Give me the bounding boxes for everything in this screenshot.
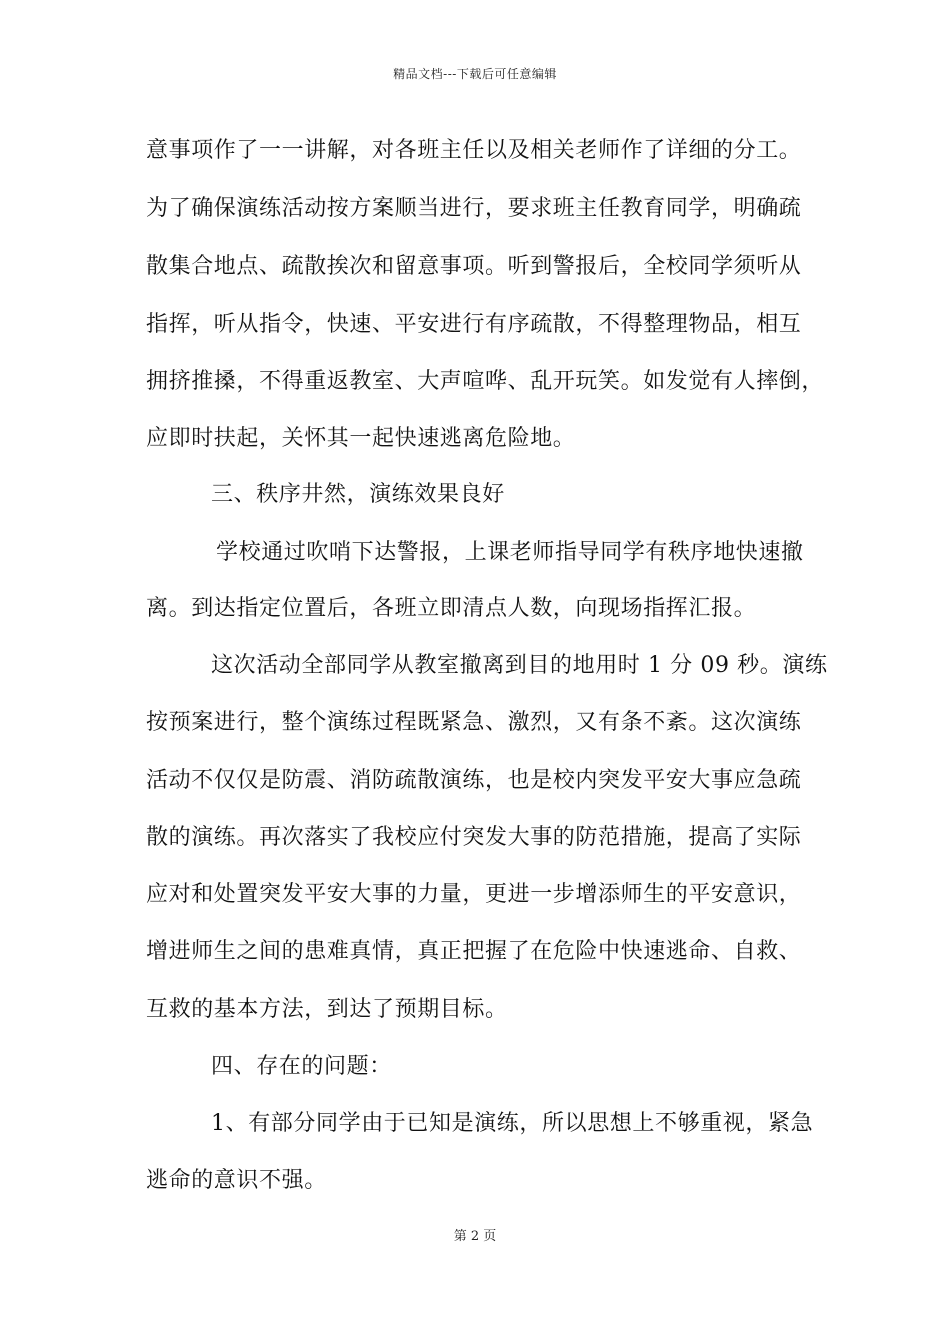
- paragraph-line: 逃命的意识不强。: [146, 1168, 327, 1193]
- paragraph-line: 学校通过吹哨下达警报，上课老师指导同学有秩序地快速撤: [216, 540, 804, 565]
- paragraph-line: 散集合地点、疏散挨次和留意事项。听到警报后，全校同学须听从: [146, 254, 802, 279]
- page-header: 精品文档---下载后可任意编辑: [393, 67, 557, 81]
- paragraph-line: 这次活动全部同学从教室撤离到目的地用时 1 分 09 秒。演练: [211, 653, 828, 678]
- paragraph-line: 散的演练。再次落实了我校应付突发大事的防范措施，提高了实际: [146, 825, 802, 850]
- paragraph-line: 意事项作了一一讲解，对各班主任以及相关老师作了详细的分工。: [146, 138, 802, 163]
- paragraph-line: 1、有部分同学由于已知是演练，所以思想上不够重视，紧急: [211, 1111, 814, 1136]
- paragraph-line: 增进师生之间的患难真情，真正把握了在危险中快速逃命、自救、: [146, 939, 802, 964]
- paragraph-line: 拥挤推搡，不得重返教室、大声喧哗、乱开玩笑。如发觉有人摔倒，: [146, 369, 825, 394]
- paragraph-line: 活动不仅仅是防震、消防疏散演练，也是校内突发平安大事应急疏: [146, 768, 802, 793]
- paragraph-line: 指挥，听从指令，快速、平安进行有序疏散，不得整理物品，相互: [146, 312, 802, 337]
- paragraph-line: 互救的基本方法，到达了预期目标。: [146, 997, 508, 1022]
- paragraph-line: 按预案进行，整个演练过程既紧急、激烈，又有条不紊。这次演练: [146, 710, 802, 735]
- paragraph-line: 应对和处置突发平安大事的力量，更进一步增添师生的平安意识，: [146, 882, 802, 907]
- page-number: 第 2 页: [453, 1229, 497, 1244]
- section-heading: 三、秩序井然，演练效果良好: [211, 482, 505, 507]
- section-heading: 四、存在的问题：: [211, 1054, 392, 1079]
- paragraph-line: 应即时扶起，关怀其一起快速逃离危险地。: [146, 426, 576, 451]
- paragraph-line: 为了确保演练活动按方案顺当进行，要求班主任教育同学，明确疏: [146, 196, 802, 221]
- paragraph-line: 离。到达指定位置后，各班立即清点人数，向现场指挥汇报。: [146, 596, 757, 621]
